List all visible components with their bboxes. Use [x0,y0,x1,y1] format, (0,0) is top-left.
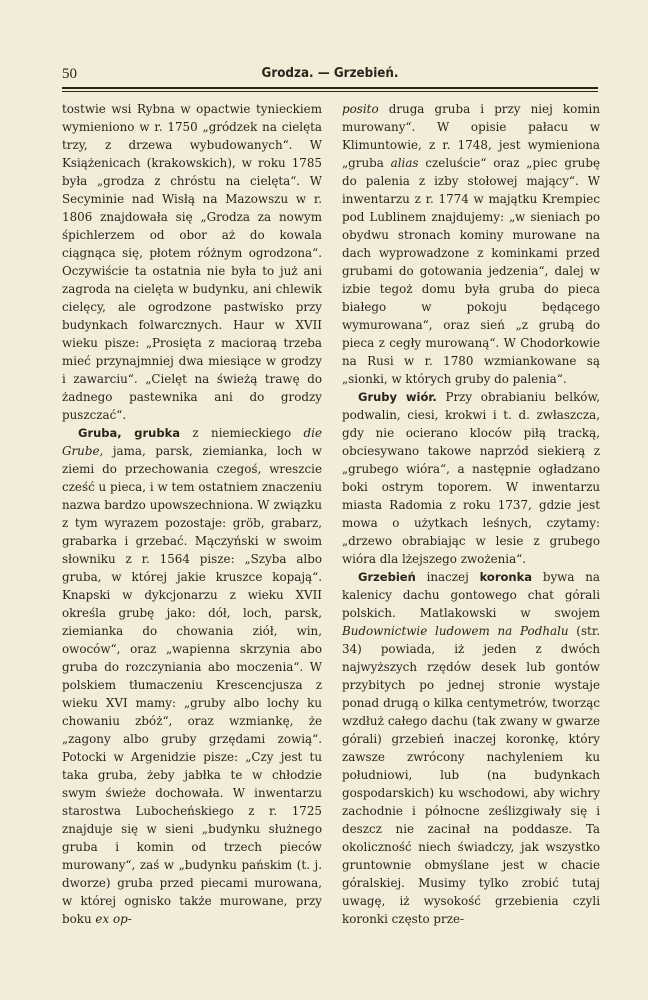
entry-heading: Gruba, grubka [78,426,181,440]
header-rule-thin [62,91,598,92]
header-rule [62,87,598,89]
running-title: Grodza. — Grzebień. [261,66,399,81]
page-number: 50 [62,66,77,82]
paragraph: tostwie wsi Rybna w opactwie tynieckiem wymieniono w r. 1750 „gródzek na cielęta trzy, z drzewa wybudowanych“. W Książenicach (krakowskich), w roku 1785 była „grodza z chróstu na cielęta“. W Secyminie nad Wisłą na Mazowszu w r. 1806 znajdowała się „Grodza za nowym śpichlerzem od obor aż do kowala ciągnąca się, płotem różnym ogrodzona“. Oczywiście ta ostatnia nie była to już ani zagroda na cielęta w budynku, ani chlewik cielęcy, ale ogrodzone pastwisko przy budynkach folwarcznych. Haur w XVII wieku pisze: „Prosięta z macioraą trzeba mieć przynajmniej dwa miesiące w grodzy i zawarciu“. „Cielęt na świeżą trawę do żadnego pastewnika ani do grodzy puszczać“. [62,102,322,422]
entry-heading: Grzebień [358,570,416,584]
entry-gruby-wior: Gruby wiór. Przy obrabianiu belków, podwalin, ciesi, krokwi i t. d. zwłaszcza, gdy nie ocierano kloców piłą tracką, obciesywano takowe naprzód siekierą z „grubego wióra“, a następnie ogładzano boki ostrym toporem. W inwentarzu miasta Radomia z roku 1737, gdzie jest mowa o użytkach leśnych, czytamy: „drzewo obrabiając w lesie z grubego wióra dla lżejszego zwożenia“. [342,390,600,566]
entry-grzebien: Grzebień inaczej koronka bywa na kalenicy dachu gontowego chat górali polskich. Matlakowski w swojem Budownictwie ludowem na Podhalu (str. 34) powiada, iż jeden z dwóch najwyższych rzędów desek lub gontów przybitych po jednej stronie wystaje ponad drugą o kilka centymetrów, tworząc wzdłuż całego dachu (tak zwany w gwarze górali) grzebień inaczej koronkę, który zawsze zwrócony nachyleniem ku południowi, lub (na budynkach gospodarskich) ku wschodowi, aby wichry zachodnie i północne ześlizgiwały się i deszcz nie zacinał na poddasze. Ta okoliczność niech świadczy, jak wszystko gruntownie obmyślane jest w chacie góralskiej. Musimy tylko zrobić tutaj uwagę, iż wysokość grzebienia czyli koronki często prze- [342,570,600,926]
right-column [342,100,600,928]
entry-heading: koronka [479,570,533,584]
entry-gruba: Gruba, grubka z niemieckiego die Grube, jama, parsk, ziemianka, loch w ziemi do przechowania czegoś, wreszcie cześć u pieca, i w tem ostatniem znaczeniu nazwa bardzo upowszechniona. W związku z tym wyrazem pozostaje: gröb, grabarz, grabarka i grzebać. Mączyński w swoim słowniku z r. 1564 pisze: „Szyba albo gruba, w której jakie kruszce kopają“. Knapski w dykcjonarzu z wieku XVII określa grubę jako: dół, loch, parsk, ziemianka do chowania ziół, win, owoców“, oraz „wapienna skrzynia abo gruba do rozczyniania abo moczenia“. W polskiem tłumaczeniu Krescencjusza z wieku XVI mamy: „gruby albo lochy ku chowaniu zbóż“, oraz wzmiankę, że „zagony albo gruby grzędami zowią“. Potocki w Argenidzie pisze: „Czy jest tu taka gruba, żeby jabłka te w chłodzie swym świeże dochowała. W inwentarzu starostwa Lubocheńskiego z r. 1725 znajduje się w sieni „budynku służnego gruba i komin od trzech pieców murowany“, zaś w „budynku pańskim (t. j. dworze) gruba przed piecami murowana, w której ognisko także murowane, przy boku ex op- [62,426,322,926]
entry-heading: Gruby wiór. [358,390,437,404]
left-column [62,100,322,928]
paragraph: posito druga gruba i przy niej komin murowany“. W opisie pałacu w Klimuntowie, z r. 1748, jest wymieniona „gruba alias czeluście“ oraz „piec grubę do palenia z izby stołowej mający“. W inwentarzu z r. 1774 w majątku Krempiec pod Lublinem znajdujemy: „w sieniach po obydwu stronach kominy murowane na dach wyprowadzone z kominkami przed grubami do gotowania jedzenia“, dalej w izbie tegoż domu była gruba do pieca białego w pokoju będącego wymurowana“, oraz sień „z grubą do pieca z cegły murowaną“. W Chodorkowie na Rusi w r. 1780 wzmiankowane są „sionki, w których gruby do palenia“. [342,102,600,386]
page-header [62,66,598,84]
